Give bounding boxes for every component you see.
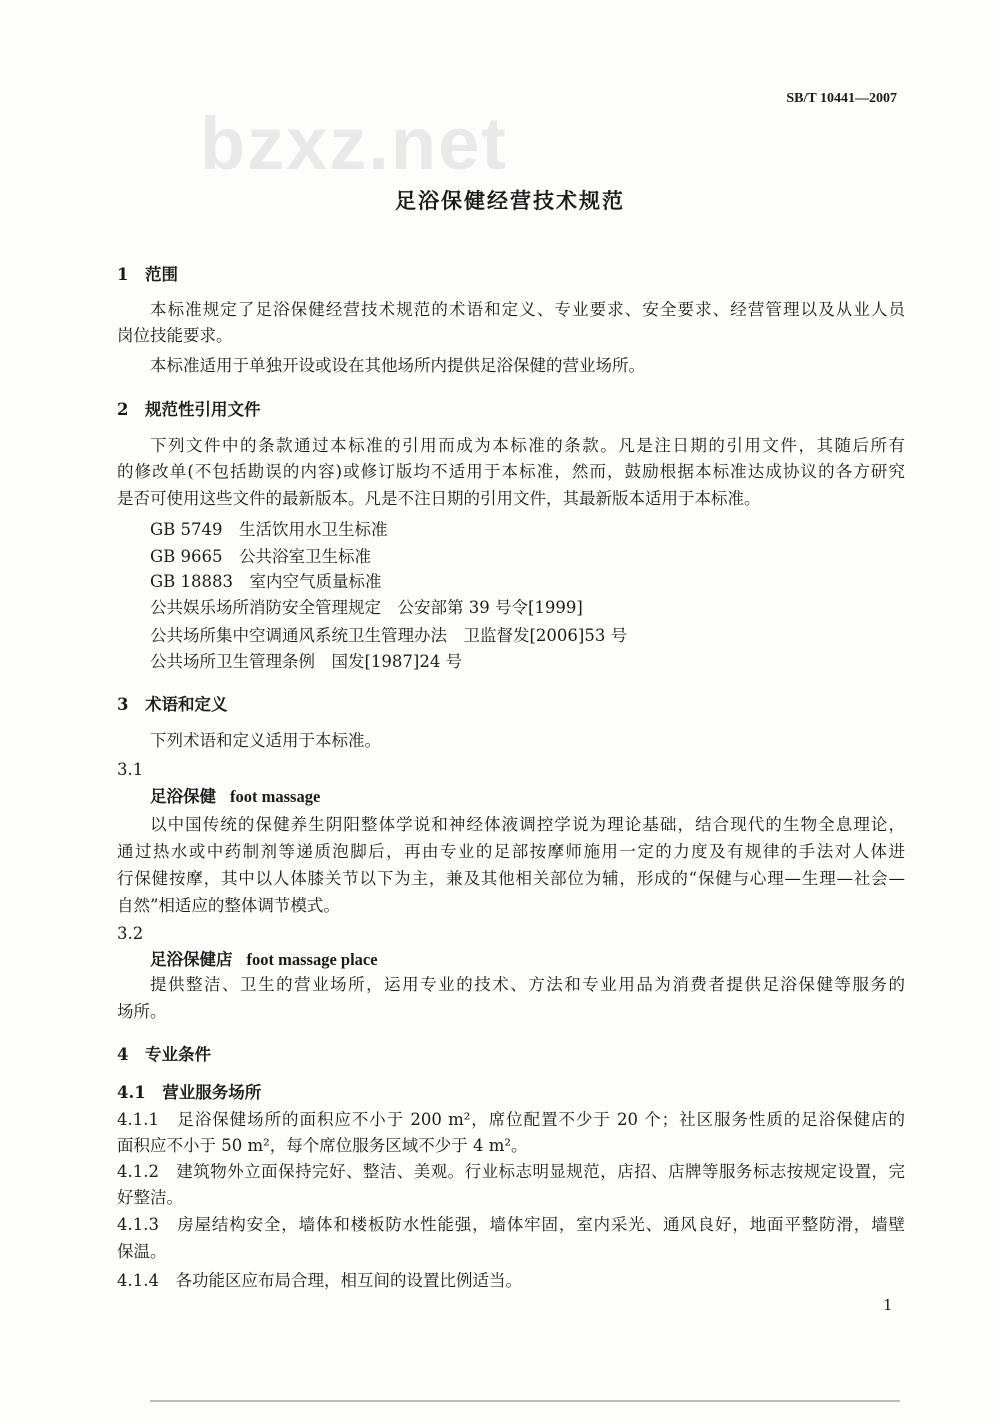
watermark: bzxz.net [200, 102, 508, 185]
section-2-heading: 2 规范性引用文件 [117, 400, 261, 419]
reference-item: GB 5749 生活饮用水卫生标准 [150, 520, 388, 539]
term-title [150, 786, 320, 808]
scan-edge-divider [150, 1400, 900, 1402]
paragraph-line: 提供整洁、卫生的营业场所，运用专业的技术、方法和专业用品为消费者提供足浴保健等服务的 [150, 975, 905, 994]
term-number: 3.1 [117, 760, 144, 779]
paragraph-line: 下列术语和定义适用于本标准。 [150, 731, 381, 750]
paragraph-line: 通过热水或中药制剂等递质泡脚后，再由专业的足部按摩师施用一定的力度及有规律的手法对人体进 [117, 842, 905, 861]
clause-line: 好整洁。 [117, 1188, 183, 1207]
clause-line: 面积应不小于 50 m²，每个席位服务区域不少于 4 m²。 [117, 1136, 528, 1155]
paragraph-line: 场所。 [117, 1002, 167, 1021]
term-en: foot massage place [246, 950, 378, 969]
section-1-heading: 1 范围 [117, 265, 178, 284]
standard-code: SB/T 10441—2007 [786, 91, 897, 106]
clause-line: 4.1.2 建筑物外立面保持完好、整洁、美观。行业标志明显规范，店招、店牌等服务标志按规定设置，完 [117, 1162, 905, 1181]
term-title [150, 949, 378, 971]
page-number: 1 [883, 1296, 893, 1314]
term-zh: 足浴保健店 [150, 950, 233, 969]
paragraph-line: 自然”相适应的整体调节模式。 [117, 896, 340, 915]
term-zh: 足浴保健 [150, 787, 216, 806]
paragraph-line: 的修改单(不包括勘误的内容)或修订版均不适用于本标准，然而，鼓励根据本标准达成协议的各方研究 [117, 462, 905, 481]
paragraph-line: 本标准规定了足浴保健经营技术规范的术语和定义、专业要求、安全要求、经营管理以及从业人员 [150, 300, 905, 319]
reference-item: 公共场所集中空调通风系统卫生管理办法 卫监督发[2006]53 号 [150, 626, 628, 645]
section-3-heading: 3 术语和定义 [117, 695, 228, 714]
subsection-heading: 4.1 营业服务场所 [117, 1083, 262, 1102]
document-title: 足浴保健经营技术规范 [395, 188, 625, 213]
term-en: foot massage [230, 787, 321, 806]
paragraph-line: 下列文件中的条款通过本标准的引用而成为本标准的条款。凡是注日期的引用文件，其随后所有 [150, 436, 905, 455]
section-4-heading: 4 专业条件 [117, 1045, 211, 1064]
clause-line: 4.1.4 各功能区应布局合理，相互间的设置比例适当。 [117, 1271, 522, 1290]
term-number: 3.2 [117, 924, 144, 943]
paragraph-line: 岗位技能要求。 [117, 326, 233, 345]
clause-line: 4.1.1 足浴保健场所的面积应不小于 200 m²，席位配置不少于 20 个；社区服务性质的足浴保健店的 [117, 1110, 905, 1129]
clause-line: 4.1.3 房屋结构安全，墙体和楼板防水性能强，墙体牢固，室内采光、通风良好，地面平整防滑，墙壁 [117, 1215, 905, 1234]
paragraph-line: 是否可使用这些文件的最新版本。凡是不注日期的引用文件，其最新版本适用于本标准。 [117, 489, 761, 508]
paragraph-line: 以中国传统的保健养生阴阳整体学说和神经体液调控学说为理论基础，结合现代的生物全息理论， [150, 815, 905, 834]
reference-item: GB 18883 室内空气质量标准 [150, 572, 382, 591]
reference-item: GB 9665 公共浴室卫生标准 [150, 547, 372, 566]
paragraph-line: 行保健按摩，其中以人体膝关节以下为主，兼及其他相关部位为辅，形成的“保健与心理—生理—社会— [117, 869, 905, 888]
reference-item: 公共娱乐场所消防安全管理规定 公安部第 39 号令[1999] [150, 598, 583, 617]
reference-item: 公共场所卫生管理条例 国发[1987]24 号 [150, 652, 463, 671]
clause-line: 保温。 [117, 1242, 167, 1261]
paragraph-line: 本标准适用于单独开设或设在其他场所内提供足浴保健的营业场所。 [150, 356, 645, 375]
